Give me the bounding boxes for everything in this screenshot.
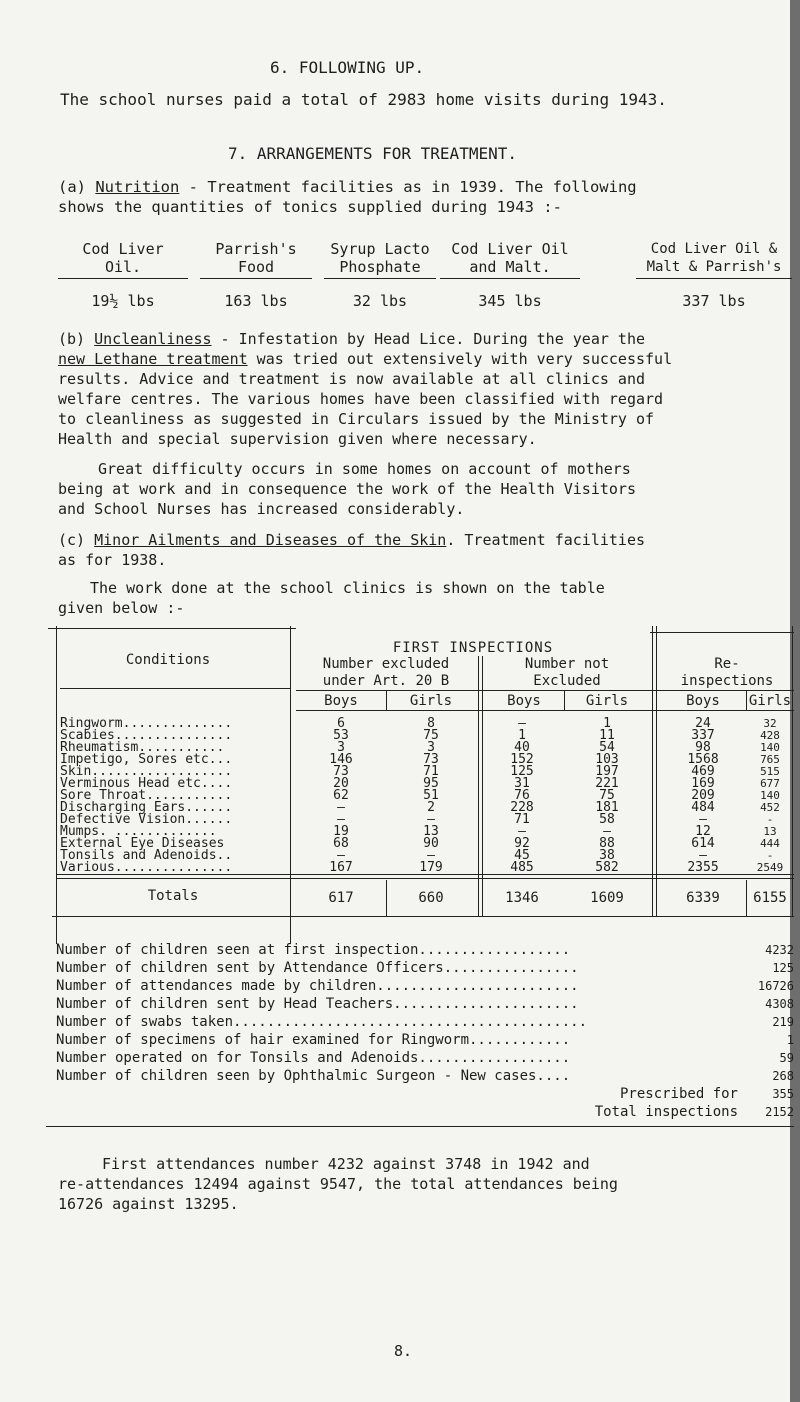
tonic-value-1: 19½ lbs [91, 292, 155, 310]
table-cell: 181 [595, 800, 619, 815]
table-cell: 103 [595, 752, 619, 767]
table-cell: 469 [691, 764, 715, 779]
statistic-value: 59 [779, 1051, 794, 1065]
uncleanliness-paragraph: (b) Uncleanliness - Infestation by Head Lice. During the year the new Lethane treatment was tried out extensively with very successful results. Advice and treatment is now available at all clinics and welfare centres. The various homes have been classified with regard to cleanliness as suggested in Circulars issued by the Ministry of Health and special supervision given where necessary. [58, 330, 673, 448]
statistic-value: 4308 [765, 997, 794, 1011]
table-cell: 73 [423, 752, 439, 767]
table-cell: 140 [760, 741, 780, 754]
table-cell: 452 [760, 801, 780, 814]
table-cell: 71 [423, 764, 439, 779]
first-inspections-header: FIRST INSPECTIONS [392, 640, 554, 656]
statistic-label: Number operated on for Tonsils and Adenoids.................. [56, 1050, 571, 1066]
table-cell: 2355 [687, 860, 719, 875]
table-cell: 75 [423, 728, 439, 743]
nutrition-line2: shows the quantities of tonics supplied during 1943 :- [58, 198, 562, 216]
tonic-header-3: Syrup Lacto Phosphate [324, 240, 436, 276]
table-cell: 19 [333, 824, 349, 839]
table-cell: 125 [510, 764, 534, 779]
uncleanliness-title: Uncleanliness [94, 330, 212, 348]
table-cell: – [337, 800, 345, 815]
vline-sub-1 [386, 690, 387, 710]
table-cell: – [699, 848, 707, 863]
table-cell: 2549 [756, 861, 784, 874]
subheader-rule [296, 690, 794, 691]
statistic-label: Number of children sent by Attendance Officers................ [56, 960, 579, 976]
table-cell: – [427, 812, 435, 827]
table-cell: 169 [691, 776, 715, 791]
table-cell: 95 [423, 776, 439, 791]
statistic-row [56, 1085, 794, 1103]
table-cell: 485 [510, 860, 534, 875]
statistic-label: Number of specimens of hair examined for Ringworm............ [56, 1032, 571, 1048]
table-cell: 13 [763, 825, 777, 838]
total-girls-not-excluded: 1609 [590, 890, 624, 906]
table-cell: 75 [599, 788, 615, 803]
statistic-value: 219 [772, 1015, 794, 1029]
statistic-row [56, 1031, 794, 1049]
rows-bottom-rule [56, 874, 794, 875]
tonic-value-3: 32 lbs [352, 292, 408, 310]
condition-name: Impetigo, Sores etc... [60, 752, 233, 767]
table-cell: - [766, 813, 774, 826]
table-cell: 167 [329, 860, 353, 875]
table-cell: 13 [423, 824, 439, 839]
reinspections-header: Re- inspections [680, 656, 774, 689]
table-cell: 582 [595, 860, 619, 875]
table-cell: 179 [419, 860, 443, 875]
tonic-header-5: Cod Liver Oil & Malt & Parrish's [636, 240, 792, 276]
tonic-value-4: 345 lbs [478, 292, 542, 310]
subheader-boys-2: Boys [507, 693, 541, 709]
subheader-boys-3: Boys [686, 693, 720, 709]
table-cell: 428 [760, 729, 780, 742]
table-cell: 152 [510, 752, 534, 767]
statistic-value: 4232 [765, 943, 794, 957]
table-cell: 45 [514, 848, 530, 863]
tonic-value-5: 337 lbs [682, 292, 746, 310]
statistic-value: 125 [772, 961, 794, 975]
table-cell: 484 [691, 800, 715, 815]
condition-name: Verminous Head etc.... [60, 776, 233, 791]
conditions-underline [60, 688, 290, 689]
nutrition-title: Nutrition [95, 178, 180, 196]
table-cell: 765 [760, 753, 780, 766]
table-cell: 677 [760, 777, 780, 790]
table-cell: 12 [695, 824, 711, 839]
total-boys-not-excluded: 1346 [505, 890, 539, 906]
condition-name: Skin.................. [60, 764, 233, 779]
table-cell: 146 [329, 752, 353, 767]
statistic-row [56, 1049, 794, 1067]
table-cell: 20 [333, 776, 349, 791]
condition-name: Discharging Ears...... [60, 800, 233, 815]
table-cell: - [766, 849, 774, 862]
table-cell: 53 [333, 728, 349, 743]
table-cell: – [337, 848, 345, 863]
condition-name: Various............... [60, 860, 233, 875]
section-6-text: The school nurses paid a total of 2983 home visits during 1943. [60, 90, 667, 109]
statistic-value: 16726 [757, 979, 794, 993]
table-cell: 58 [599, 812, 615, 827]
statistic-label: Number of children sent by Head Teachers...................... [56, 996, 579, 1012]
statistic-row [56, 1067, 794, 1085]
statistic-label: Number of children seen at first inspection.................. [56, 942, 571, 958]
table-cell: 6 [337, 716, 345, 731]
table-cell: 92 [514, 836, 530, 851]
table-cell: 1568 [687, 752, 719, 767]
page-number: 8. [394, 1342, 413, 1360]
vline-sub-3 [746, 690, 747, 710]
table-top-rule-right [650, 632, 794, 633]
condition-name: Scabies............... [60, 728, 233, 743]
table-cell: 3 [337, 740, 345, 755]
minor-ailments-title: Minor Ailments and Diseases of the Skin [94, 531, 447, 549]
totals-label: Totals [147, 888, 199, 904]
table-cell: 71 [514, 812, 530, 827]
subheader-boys-1: Boys [324, 693, 358, 709]
table-cell: 8 [427, 716, 435, 731]
table-cell: 38 [599, 848, 615, 863]
condition-name: Sore Throat........... [60, 788, 233, 803]
work-done-paragraph: The work done at the school clinics is shown on the table given below :- [58, 579, 605, 617]
tonic-header-2: Parrish's Food [200, 240, 312, 276]
table-row [56, 862, 794, 874]
total-boys-excluded: 617 [328, 890, 354, 906]
subheader-girls-1: Girls [409, 693, 453, 709]
statistic-row [56, 941, 794, 959]
statistic-row [56, 1013, 794, 1031]
total-girls-excluded: 660 [418, 890, 444, 906]
total-girls-reinspections: 6155 [753, 890, 787, 906]
statistic-value: 2152 [765, 1105, 794, 1119]
table-cell: 2 [427, 800, 435, 815]
conditions-header: Conditions [125, 652, 211, 668]
table-cell: 209 [691, 788, 715, 803]
statistics-bottom-rule [46, 1126, 794, 1127]
subheader-girls-3: Girls [748, 693, 792, 709]
table-cell: – [337, 812, 345, 827]
statistic-value: 355 [772, 1087, 794, 1101]
table-cell: 140 [760, 789, 780, 802]
table-cell: 1 [603, 716, 611, 731]
tonic-header-4: Cod Liver Oil and Malt. [440, 240, 580, 276]
condition-name: Mumps. ............. [60, 824, 217, 839]
statistic-row [56, 959, 794, 977]
condition-name: Rheumatism........... [60, 740, 225, 755]
vline-sub-2 [564, 690, 565, 710]
statistic-label: Number of swabs taken.......................................... [56, 1014, 588, 1030]
table-cell: – [699, 812, 707, 827]
condition-name: Defective Vision...... [60, 812, 233, 827]
not-excluded-header: Number not Excluded [524, 656, 610, 689]
statistic-value: 268 [772, 1069, 794, 1083]
table-cell: 197 [595, 764, 619, 779]
table-cell: 31 [514, 776, 530, 791]
table-cell: 221 [595, 776, 619, 791]
table-cell: 51 [423, 788, 439, 803]
table-cell: 32 [763, 717, 777, 730]
table-cell: – [518, 716, 526, 731]
table-cell: 444 [760, 837, 780, 850]
table-cell: 73 [333, 764, 349, 779]
tonic-value-2: 163 lbs [224, 292, 288, 310]
statistic-row [56, 995, 794, 1013]
rows-bottom-rule-double [56, 878, 794, 879]
totals-bottom-rule [52, 916, 794, 917]
difficulty-paragraph: Great difficulty occurs in some homes on account of mothers being at work and in consequence the work of the Health Visitors and School Nurses has increased considerably. [58, 460, 636, 518]
subheader-girls-2: Girls [585, 693, 629, 709]
table-top-rule-left [48, 628, 296, 629]
statistic-label: Number of children seen by Ophthalmic Surgeon - New cases.... [56, 1068, 571, 1084]
table-cell: 11 [599, 728, 615, 743]
statistic-value: 1 [786, 1033, 794, 1047]
minor-ailments-paragraph: (c) Minor Ailments and Diseases of the Skin. Treatment facilities as for 1938. [58, 531, 646, 569]
table-cell: 614 [691, 836, 715, 851]
nutrition-label: (a) [58, 178, 86, 196]
table-cell: 98 [695, 740, 711, 755]
table-cell: – [427, 848, 435, 863]
table-cell: 337 [691, 728, 715, 743]
table-cell: – [518, 824, 526, 839]
table-cell: 54 [599, 740, 615, 755]
nutrition-paragraph [58, 177, 637, 217]
tonic-header-1: Cod Liver Oil. [58, 240, 188, 276]
total-boys-reinspections: 6339 [686, 890, 720, 906]
table-cell: 62 [333, 788, 349, 803]
table-cell: 76 [514, 788, 530, 803]
subheader-bottom-rule [296, 710, 794, 711]
section-6-heading: 6. FOLLOWING UP. [270, 58, 425, 77]
table-cell: 24 [695, 716, 711, 731]
nutrition-line1: - Treatment facilities as in 1939. The following [179, 178, 637, 196]
condition-name: External Eye Diseases [60, 836, 225, 851]
table-cell: 68 [333, 836, 349, 851]
table-cell: 515 [760, 765, 780, 778]
statistic-label: Total inspections [594, 1104, 738, 1120]
table-cell: 3 [427, 740, 435, 755]
table-cell: 1 [518, 728, 526, 743]
table-cell: 88 [599, 836, 615, 851]
statistic-label: Prescribed for [619, 1086, 738, 1102]
section-7-heading: 7. ARRANGEMENTS FOR TREATMENT. [228, 144, 517, 163]
statistic-label: Number of attendances made by children........................ [56, 978, 579, 994]
condition-name: Tonsils and Adenoids.. [60, 848, 233, 863]
table-cell: – [603, 824, 611, 839]
closing-paragraph: First attendances number 4232 against 3748 in 1942 and re-attendances 12494 against 9547, the total attendances being 16726 against 13295. [58, 1155, 618, 1213]
condition-name: Ringworm.............. [60, 716, 233, 731]
excluded-header: Number excluded under Art. 20 B [322, 656, 450, 689]
table-cell: 40 [514, 740, 530, 755]
statistic-row [56, 1103, 794, 1121]
table-cell: 228 [510, 800, 534, 815]
table-cell: 90 [423, 836, 439, 851]
statistic-row [56, 977, 794, 995]
